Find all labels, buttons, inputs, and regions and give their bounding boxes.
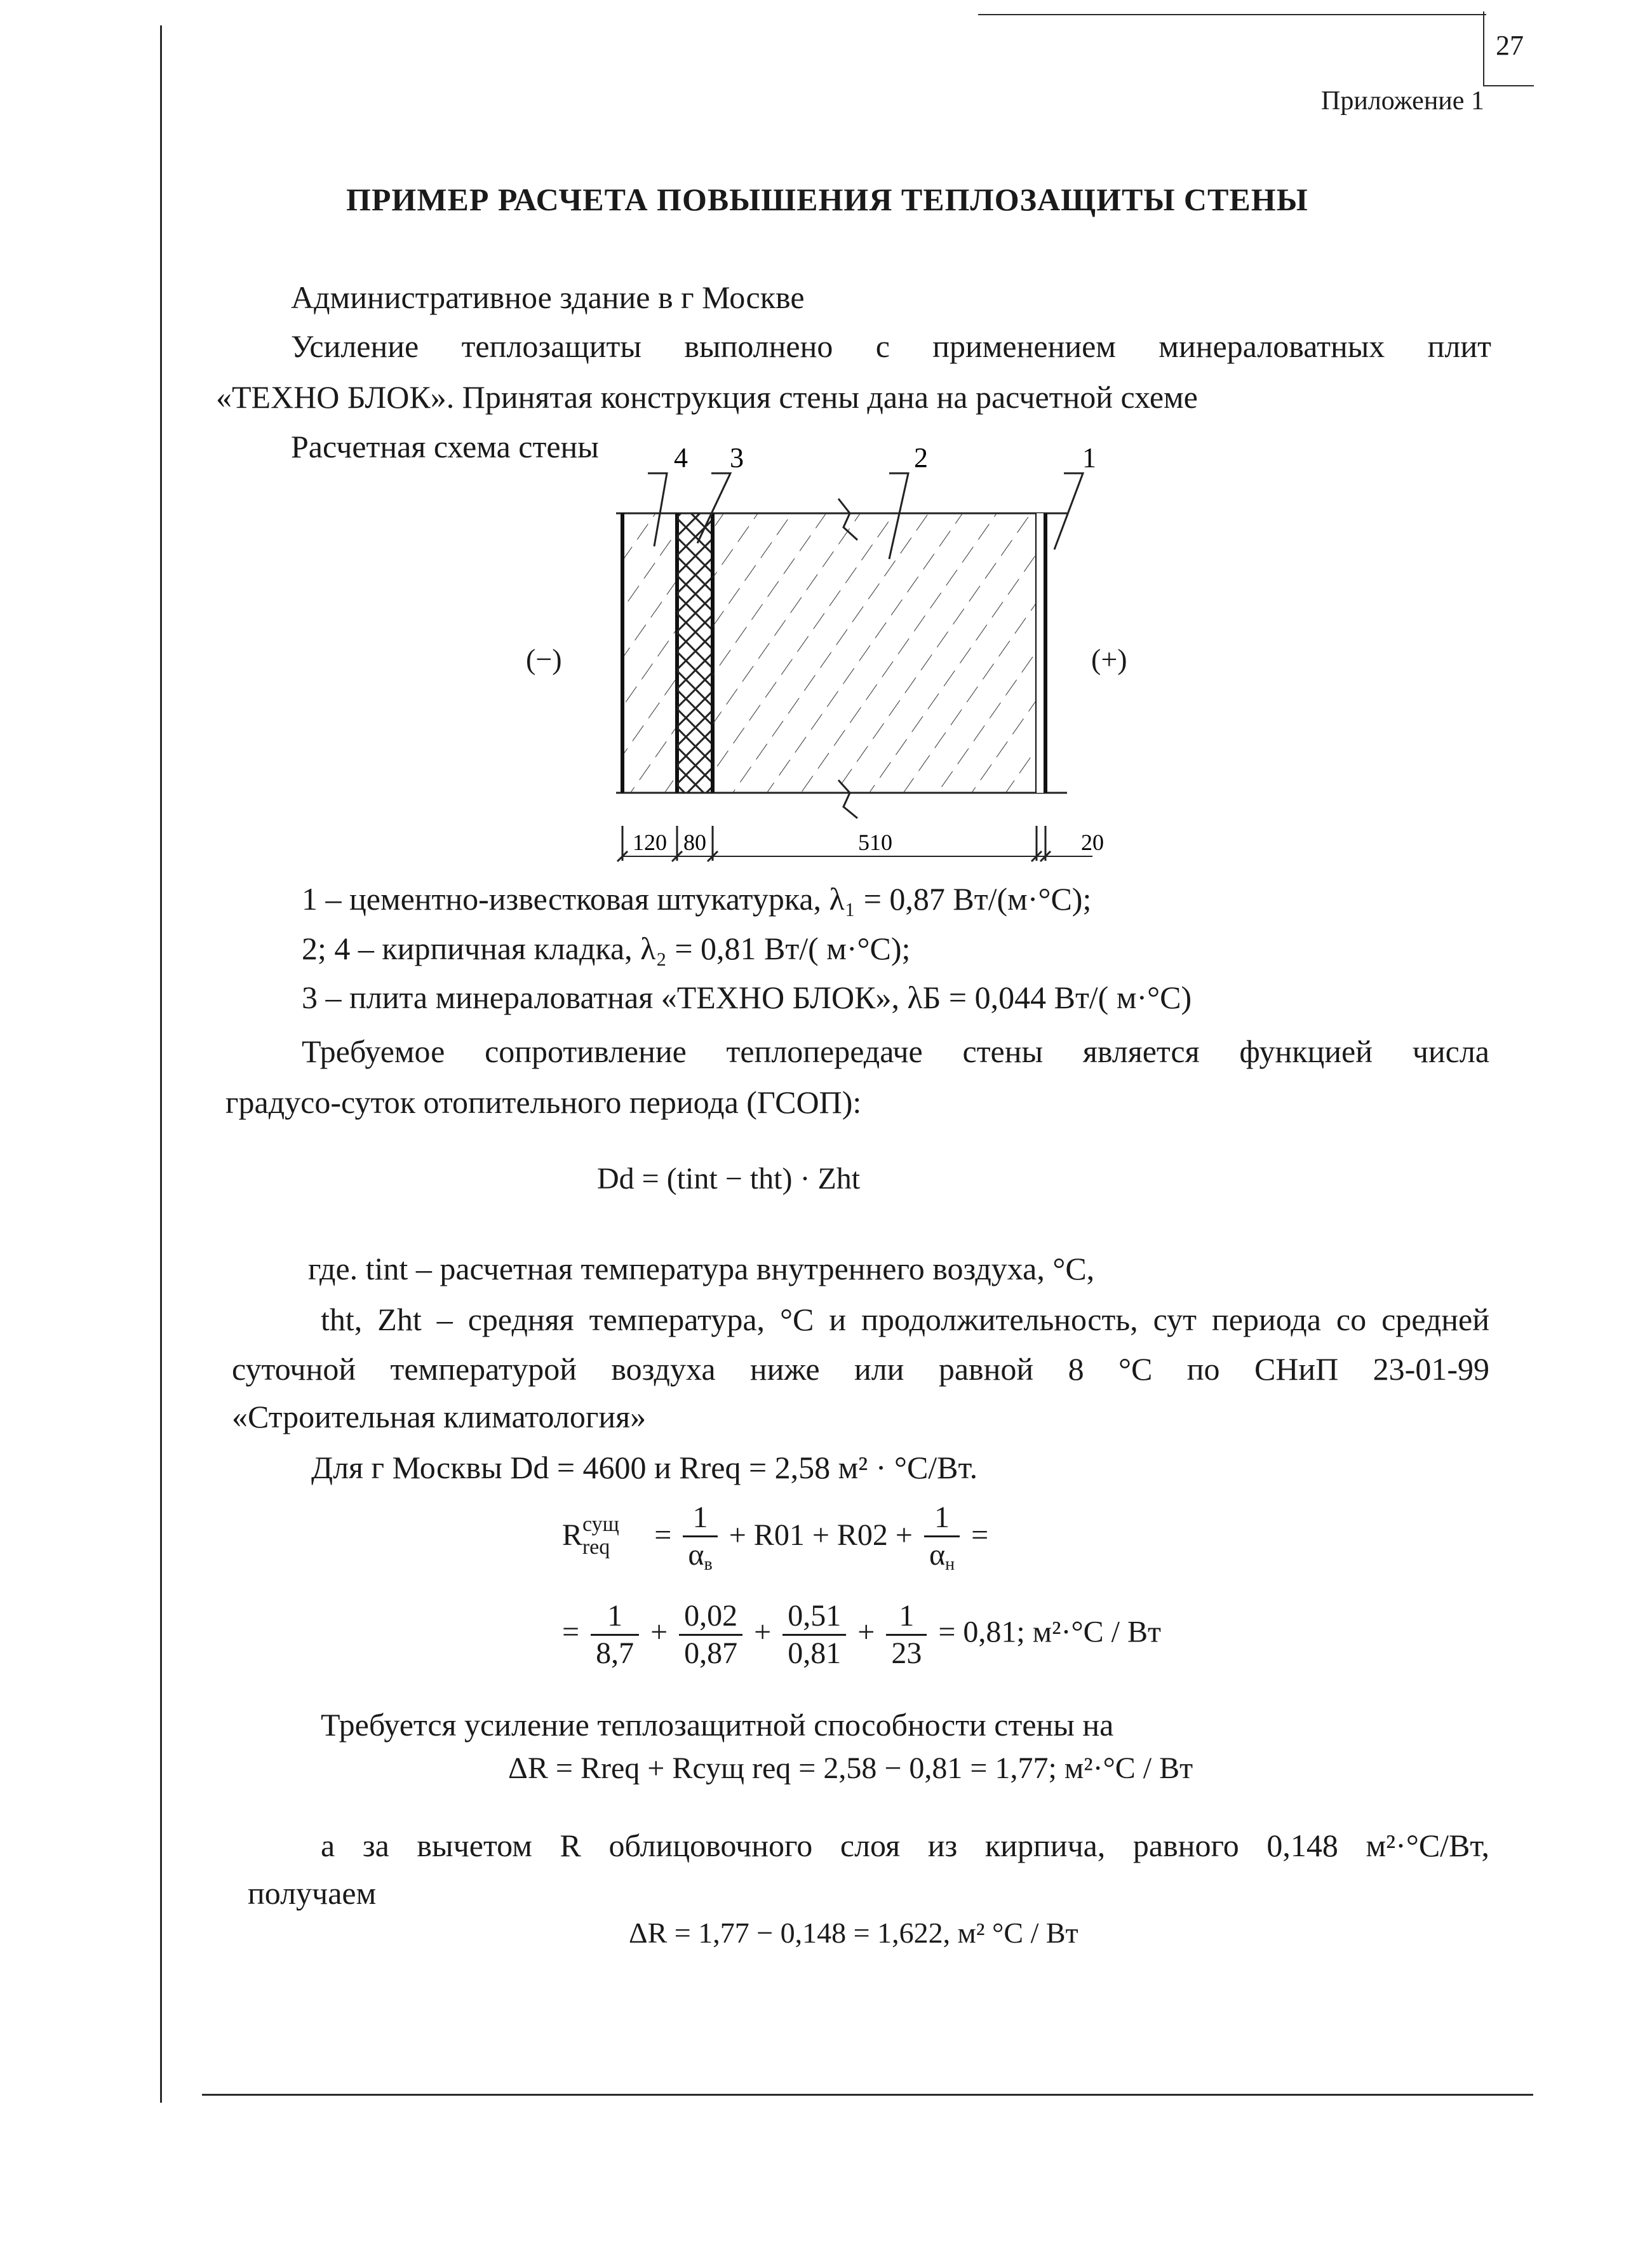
bottom-border — [202, 2094, 1533, 2096]
where-line: где. tint – расчетная температура внутреннего воздуха, °С, — [308, 1251, 1095, 1286]
appendix-label: Приложение 1 — [1321, 86, 1484, 116]
fraction-4: $\frac{1}{23}$ — [886, 1601, 927, 1669]
delta-r-formula: ΔR = Rreq + Rсущ req = 2,58 − 0,81 = 1,77; м²·°С / Вт — [508, 1751, 1193, 1785]
layer-2-brick — [713, 513, 1037, 793]
r-existing-formula: $R^{сущ}_{req}$ = $\frac{1}{\alpha_в}$ + R01 + R02 + $\frac{1}{\alpha_н}$ = — [562, 1500, 989, 1574]
building-line: Административное здание в г Москве — [291, 280, 805, 315]
dim-20: 20 — [1081, 830, 1104, 855]
minus-line-1: а за вычетом R облицовочного слоя из кирпича, равного 0,148 м²·°С/Вт, — [321, 1828, 1489, 1863]
r-existing-rhs: + R01 + R02 + — [729, 1518, 913, 1553]
strengthen-line: Требуется усиление теплозащитной способности стены на — [321, 1707, 1114, 1743]
left-border — [160, 25, 162, 2103]
layer-label-4: 4 — [674, 442, 688, 473]
pagebox-left — [1483, 11, 1484, 86]
fraction-alpha-in: $\frac{1}{\alpha_в}$ — [683, 1502, 717, 1574]
page-number: 27 — [1496, 30, 1524, 61]
legend-item-1: 1 – цементно-известковая штукатурка, λ₁ = 0,87 Вт/(м·°С); — [302, 881, 1092, 917]
top-border — [978, 14, 1486, 15]
dd-formula: Dd = (tint − tht) · Zht — [597, 1162, 861, 1196]
r-existing-lhs: $R^{сущ}_{req}$ — [562, 1513, 619, 1560]
fraction-1: $\frac{1}{8,7}$ — [591, 1601, 639, 1669]
fraction-3: $\frac{0,51}{0,81}$ — [782, 1601, 846, 1669]
minus-line-2: получаем — [248, 1875, 377, 1911]
delta-r-final-formula: ΔR = 1,77 − 0,148 = 1,622, м² °С / Вт — [629, 1917, 1078, 1949]
dim-120: 120 — [633, 830, 667, 855]
layer-label-3: 3 — [730, 442, 744, 473]
tht-line-1: tht, Zht – средняя температура, °С и продолжительность, сут периода со средней — [321, 1302, 1489, 1337]
layer-label-1: 1 — [1082, 442, 1096, 473]
fraction-2: $\frac{0,02}{0,87}$ — [679, 1601, 742, 1669]
required-line-2: градусо-суток отопительного периода (ГСОП): — [225, 1084, 862, 1120]
fraction-alpha-out: $\frac{1}{\alpha_н}$ — [924, 1502, 960, 1574]
scheme-label: Расчетная схема стены — [291, 429, 599, 464]
dim-510: 510 — [858, 830, 892, 855]
layer-4-brick — [622, 513, 677, 793]
legend-item-3: 3 – плита минераловатная «ТЕХНО БЛОК», λБ = 0,044 Вт/( м·°С) — [302, 980, 1192, 1015]
intro-line-1: Усиление теплозащиты выполнено с применением минераловатных плит — [291, 328, 1491, 364]
r-numeric-formula: = $\frac{1}{8,7}$ + $\frac{0,02}{0,87}$ + $\frac{0,51}{0,81}$ + $\frac{1}{23}$ = 0,81; м²·°С / Вт — [562, 1599, 1162, 1670]
outside-sign: (−) — [526, 643, 562, 675]
required-line-1: Требуемое сопротивление теплопередаче стены является функцией числа — [302, 1034, 1489, 1069]
pagebox-bottom — [1483, 85, 1534, 86]
legend-item-2: 2; 4 – кирпичная кладка, λ₂ = 0,81 Вт/( м·°С); — [302, 931, 911, 966]
page-title: ПРИМЕР РАСЧЕТА ПОВЫШЕНИЯ ТЕПЛОЗАЩИТЫ СТЕНЫ — [346, 182, 1308, 217]
dim-80: 80 — [683, 830, 706, 855]
r-numeric-result: = 0,81; м²·°С / Вт — [938, 1615, 1162, 1649]
intro-line-2: «ТЕХНО БЛОК». Принятая конструкция стены дана на расчетной схеме — [216, 379, 1198, 415]
tht-line-2: суточной температурой воздуха ниже или равной 8 °С по СНиП 23-01-99 — [232, 1351, 1489, 1387]
inside-sign: (+) — [1091, 643, 1127, 675]
layer-label-2: 2 — [914, 442, 928, 473]
tht-line-3: «Строительная климатология» — [232, 1399, 647, 1434]
moscow-line: Для г Москвы Dd = 4600 и Rreq = 2,58 м² · °С/Вт. — [311, 1450, 978, 1485]
layer-3-insulation — [677, 513, 713, 793]
